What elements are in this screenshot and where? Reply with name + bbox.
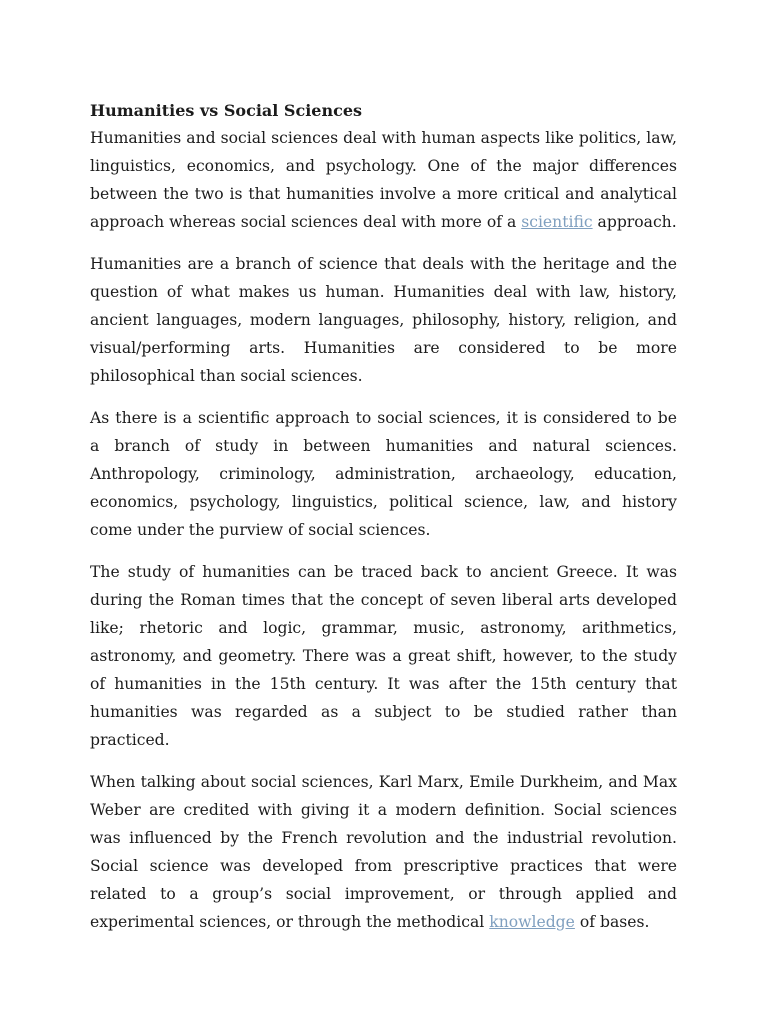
paragraph-social-sciences-scope: As there is a scientific approach to social sciences, it is considered to be a branch of study in between humanities and natural sciences. Anthropology, criminology, administration, archaeology, education, economics, psychology, linguistics, political science, law, and history come under the purview of social sciences. bbox=[90, 409, 677, 539]
paragraph-text: Humanities and social sciences deal with human aspects like politics, law, linguistics, economics, and psychology. One of the major differences between the two is that humanities involve a more critical and analytical approach whereas social sciences deal with more of a bbox=[90, 129, 677, 231]
knowledge-link[interactable]: knowledge bbox=[489, 913, 575, 931]
document-page bbox=[90, 98, 677, 950]
scientific-link[interactable]: scientific bbox=[521, 213, 593, 231]
paragraph-text: approach. bbox=[592, 213, 677, 231]
paragraph-text: of bases. bbox=[574, 913, 650, 931]
paragraph-text: When talking about social sciences, Karl Marx, Emile Durkheim, and Max Weber are credited with giving it a modern definition. Social sciences was influenced by the French revolution and the industrial revolution. Social science was developed from prescriptive practices that were related to a group’s social improvement, or through applied and experimental sciences, or through the methodical bbox=[90, 773, 677, 931]
paragraph-social-sciences-history bbox=[90, 768, 677, 936]
paragraph-humanities-definition: Humanities are a branch of science that deals with the heritage and the question of what makes us human. Humanities deal with law, history, ancient languages, modern languages, philosophy, history, religion, and visual/performing arts. Humanities are considered to be more philosophical than social sciences. bbox=[90, 255, 677, 385]
document-title: Humanities vs Social Sciences bbox=[90, 101, 363, 120]
paragraph-humanities-history: The study of humanities can be traced back to ancient Greece. It was during the Roman times that the concept of seven liberal arts developed like; rhetoric and logic, grammar, music, astronomy, arithmetics, astronomy, and geometry. There was a great shift, however, to the study of humanities in the 15th century. It was after the 15th century that humanities was regarded as a subject to be studied rather than practiced. bbox=[90, 563, 677, 749]
paragraph-intro bbox=[90, 124, 677, 236]
